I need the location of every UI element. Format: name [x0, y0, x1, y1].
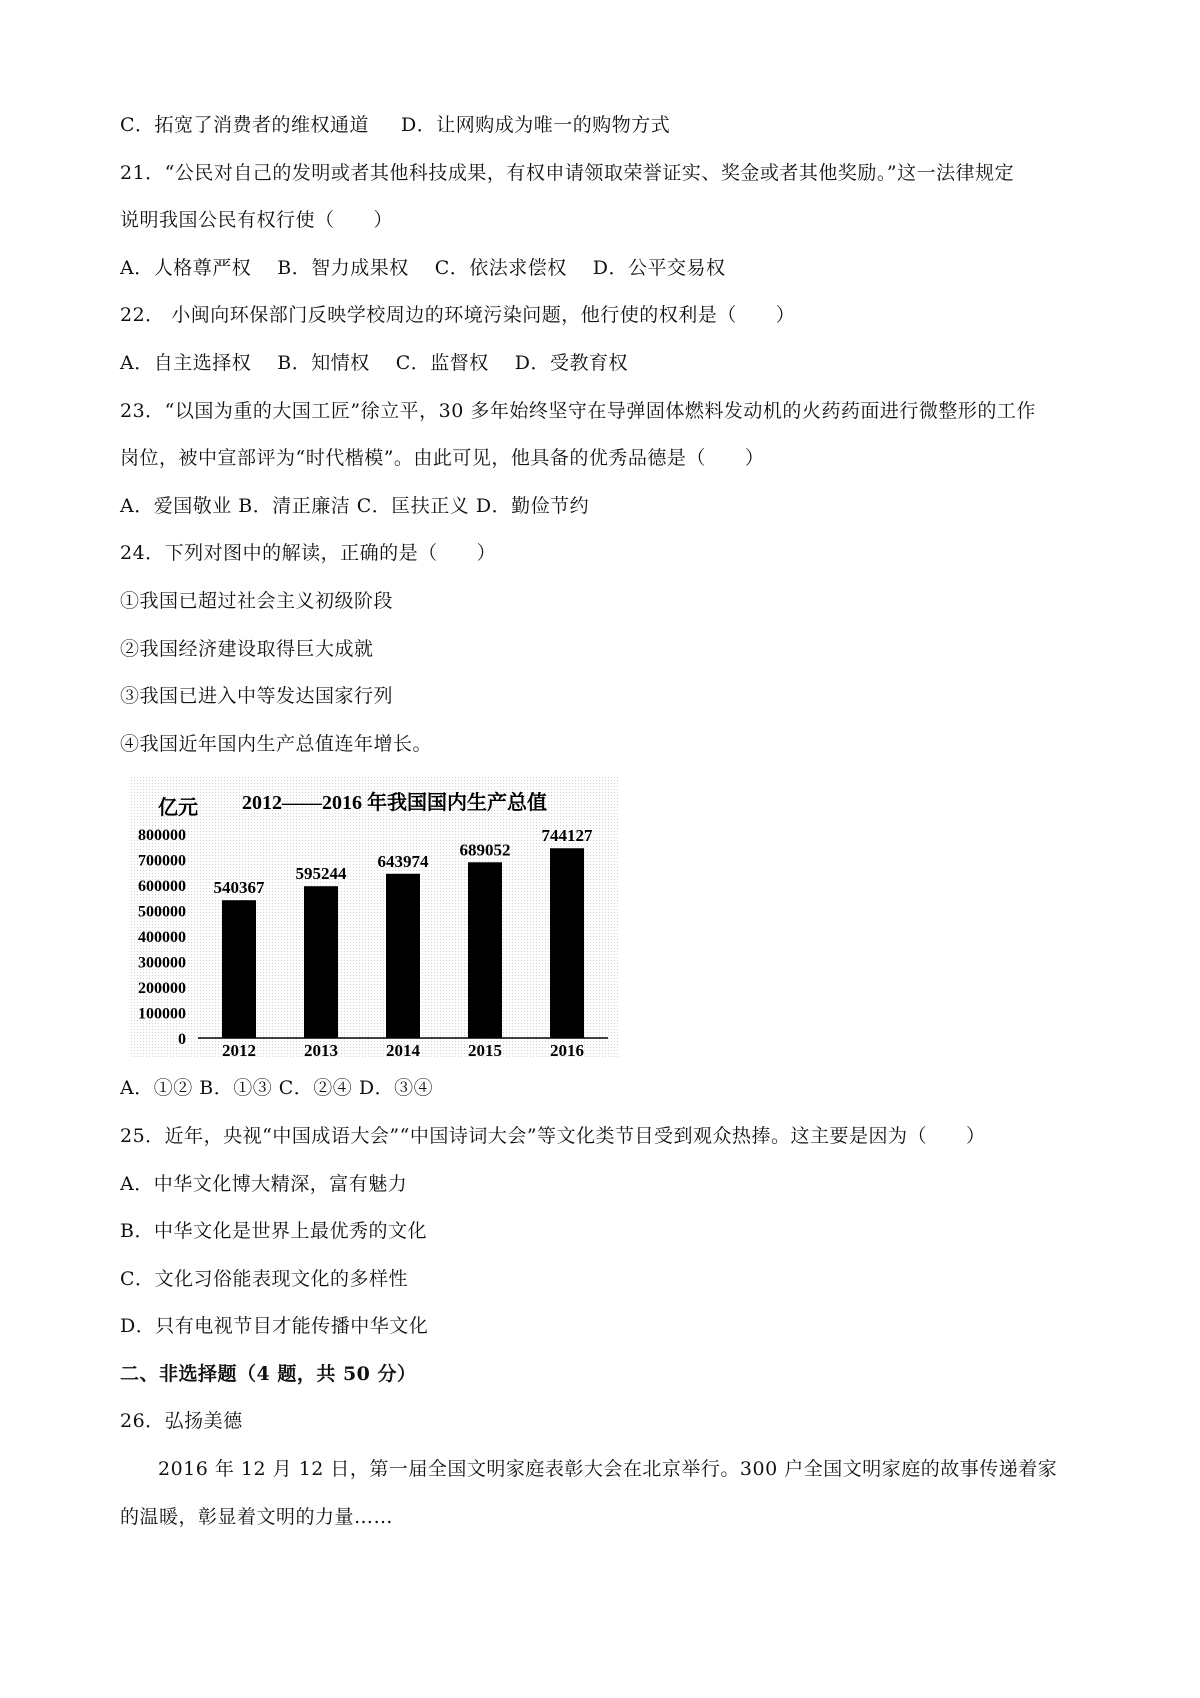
q21-stem-line2: 说明我国公民有权行使（ ）	[120, 209, 394, 232]
q24-options-row: A．①② B．①③ C．②④ D．③④	[120, 1077, 434, 1100]
data-label-2013: 595244	[295, 864, 347, 884]
q24-statement-1: ①我国已超过社会主义初级阶段	[120, 589, 394, 612]
q24-statement-4: ④我国近年国内生产总值连年增长。	[120, 732, 433, 755]
q24-statement-3: ③我国已进入中等发达国家行列	[120, 685, 394, 708]
q22-option-a: A．自主选择权	[120, 351, 252, 374]
x-tick-label: 2016	[550, 1041, 584, 1060]
x-tick-label: 2014	[386, 1041, 420, 1060]
q25-option-a: A．中华文化博大精深，富有魅力	[120, 1172, 408, 1195]
q24-statement-2: ②我国经济建设取得巨大成就	[120, 637, 374, 660]
chart-title: 2012——2016 年我国国内生产总值	[242, 792, 547, 815]
chart-background	[130, 776, 620, 1059]
q22-options-row	[120, 348, 1110, 378]
q26-paragraph-line1: 2016 年 12 月 12 日，第一届全国文明家庭表彰大会在北京举行。300 户全国文明家庭的故事传递着家	[158, 1458, 1058, 1481]
q22-option-c: C．监督权	[395, 351, 489, 374]
q20-option-c: C．拓宽了消费者的维权通道	[120, 114, 370, 136]
q26-paragraph-line2: 的温暖，彰显着文明的力量……	[120, 1505, 394, 1528]
y-tick-label: 600000	[138, 878, 186, 896]
x-tick-label: 2015	[468, 1041, 502, 1060]
q21-option-c: C．依法求偿权	[434, 256, 567, 279]
q21-option-a: A．人格尊严权	[120, 256, 252, 279]
bar-2016	[550, 849, 584, 1039]
q25-option-b: B．中华文化是世界上最优秀的文化	[120, 1220, 427, 1243]
y-tick-label: 400000	[138, 929, 186, 947]
chart-ylabel: 亿元	[158, 797, 198, 820]
q25-option-c: C．文化习俗能表现文化的多样性	[120, 1267, 409, 1290]
q21-options-row	[120, 253, 1110, 283]
q21-stem-line1: 21．“公民对自己的发明或者其他科技成果，有权申请领取荣誉证实、奖金或者其他奖励。”这一法律规定	[120, 161, 1015, 184]
y-tick-label: 800000	[138, 827, 186, 845]
x-tick-label: 2012	[222, 1041, 256, 1060]
data-label-2012: 540367	[213, 878, 265, 898]
q25-option-d: D．只有电视节目才能传播中华文化	[120, 1315, 429, 1338]
gdp-chart-svg	[130, 776, 620, 1059]
q25-stem: 25．近年，央视“中国成语大会”“中国诗词大会”等文化类节目受到观众热捧。这主要是因为（ ）	[120, 1124, 986, 1147]
q22-option-b: B．知情权	[277, 351, 370, 374]
gdp-bar-chart	[130, 776, 620, 1059]
exam-page	[120, 110, 1110, 1549]
y-tick-label: 0	[178, 1031, 186, 1049]
y-tick-label: 100000	[138, 1005, 186, 1023]
q20-options-row	[120, 110, 1110, 140]
q21-option-b: B．智力成果权	[277, 256, 409, 279]
bar-2013	[304, 887, 338, 1039]
q23-stem-line2: 岗位，被中宣部评为“时代楷模”。由此可见，他具备的优秀品德是（ ）	[120, 447, 765, 470]
data-label-2014: 643974	[377, 852, 429, 872]
data-label-2016: 744127	[541, 826, 593, 846]
x-tick-label: 2013	[304, 1041, 338, 1060]
q21-option-d: D．公平交易权	[592, 256, 726, 279]
q23-stem-line1: 23．“以国为重的大国工匠”徐立平，30 多年始终坚守在导弹固体燃料发动机的火药药面进行微整形的工作	[120, 399, 1036, 422]
q22-stem: 22． 小闽向环保部门反映学校周边的环境污染问题，他行使的权利是（ ）	[120, 304, 796, 327]
q23-options-row: A．爱国敬业 B．清正廉洁 C．匡扶正义 D．勤俭节约	[120, 494, 590, 517]
y-tick-label: 200000	[138, 980, 186, 998]
bar-2012	[222, 901, 256, 1039]
y-tick-label: 500000	[138, 903, 186, 921]
y-tick-label: 300000	[138, 954, 186, 972]
q20-option-d: D．让网购成为唯一的购物方式	[401, 114, 671, 136]
data-label-2015: 689052	[459, 840, 511, 860]
q26-title: 26．弘扬美德	[120, 1410, 243, 1433]
y-tick-label: 700000	[138, 852, 186, 870]
section-heading: 二、非选择题（4 题，共 50 分）	[120, 1362, 417, 1385]
bar-2014	[386, 874, 420, 1038]
q22-option-d: D．受教育权	[514, 351, 628, 374]
bar-2015	[468, 863, 502, 1039]
q24-stem: 24．下列对图中的解读，正确的是（ ）	[120, 542, 497, 565]
